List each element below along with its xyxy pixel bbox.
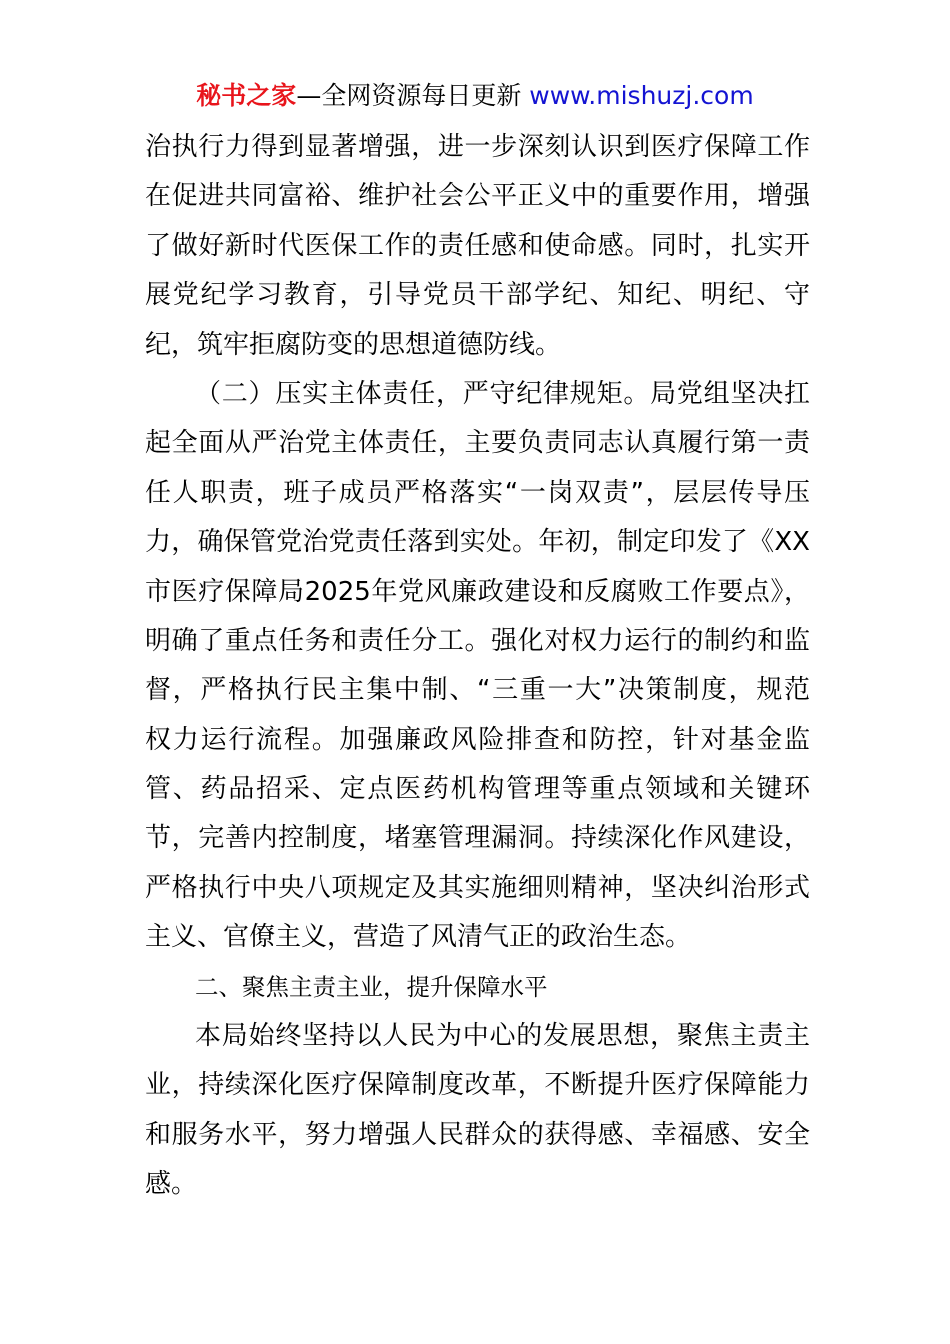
section-heading: 二、聚焦主责主业，提升保障水平	[195, 972, 548, 1001]
text-line: 业，持续深化医疗保障制度改革，不断提升医疗保障能力	[145, 1070, 810, 1101]
text-line: 严格执行中央八项规定及其实施细则精神，坚决纠治形式	[145, 872, 810, 903]
text-line: 力，确保管党治党责任落到实处。年初，制定印发了《XX	[145, 527, 810, 558]
site-url[interactable]: www.mishuzj.com	[529, 81, 754, 110]
text-line: 市医疗保障局2025年党风廉政建设和反腐败工作要点》，	[145, 576, 810, 607]
text-line: 了做好新时代医保工作的责任感和使命感。同时，扎实开	[145, 230, 810, 261]
site-tagline: —全网资源每日更新	[296, 81, 530, 110]
text-line: 治执行力得到显著增强，进一步深刻认识到医疗保障工作	[145, 132, 810, 162]
text-line: 管、药品招采、定点医药机构管理等重点领域和关键环	[145, 774, 810, 805]
text-line: 任人职责，班子成员严格落实“一岗双责”，层层传导压	[145, 477, 810, 508]
page-header	[0, 80, 950, 112]
text-line: 和服务水平，努力增强人民群众的获得感、幸福感、安全	[145, 1119, 810, 1150]
text-line: 感。	[145, 1169, 198, 1200]
text-line: 展党纪学习教育，引导党员干部学纪、知纪、明纪、守	[145, 280, 810, 311]
site-brand: 秘书之家	[196, 81, 297, 110]
text-line: 权力运行流程。加强廉政风险排查和防控，针对基金监	[145, 724, 810, 755]
paragraph-start-line: 本局始终坚持以人民为中心的发展思想，聚焦主责主	[195, 1021, 810, 1052]
text-line: 纪，筑牢拒腐防变的思想道德防线。	[145, 329, 562, 360]
text-line: 督，严格执行民主集中制、“三重一大”决策制度，规范	[145, 675, 810, 706]
text-line: 明确了重点任务和责任分工。强化对权力运行的制约和监	[145, 625, 810, 656]
paragraph-start-line: （二）压实主体责任，严守纪律规矩。局党组坚决扛	[195, 378, 810, 409]
text-line: 主义、官僚主义，营造了风清气正的政治生态。	[145, 922, 692, 953]
text-line: 在促进共同富裕、维护社会公平正义中的重要作用，增强	[145, 181, 810, 212]
text-line: 节，完善内控制度，堵塞管理漏洞。持续深化作风建设，	[145, 823, 810, 854]
document-body	[145, 123, 810, 1210]
text-line: 起全面从严治党主体责任，主要负责同志认真履行第一责	[145, 428, 810, 459]
